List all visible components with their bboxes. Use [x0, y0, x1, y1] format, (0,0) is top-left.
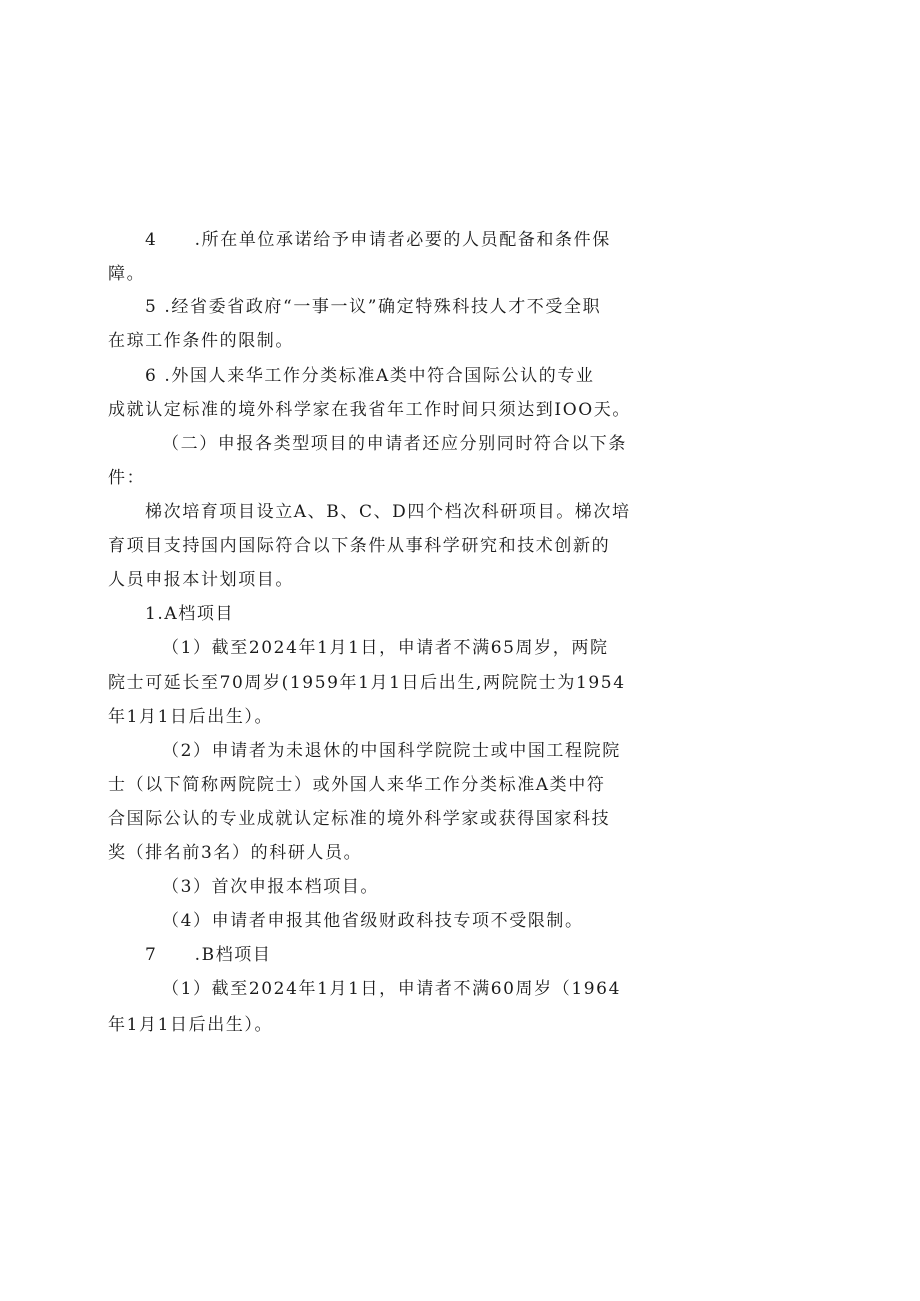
text-line-18: 合国际公认的专业成就认定标准的境外科学家或获得国家科技 — [108, 809, 611, 829]
text-line-7: （二）申报各类型项目的申请者还应分别同时符合以下条 — [162, 434, 627, 454]
text-line-12: 1.A档项目 — [145, 604, 235, 624]
text-line-6: 成就认定标准的境外科学家在我省年工作时间只须达到IOO天。 — [108, 400, 631, 420]
text-line-14: 院士可延长至70周岁(1959年1月1日后出生,两院院士为1954 — [108, 673, 626, 693]
text-line-5: 6 .外国人来华工作分类标准A类中符合国际公认的专业 — [145, 366, 595, 386]
text-line-10: 育项目支持国内国际符合以下条件从事科学研究和技术创新的 — [108, 536, 611, 556]
text-line-1: 4 .所在单位承诺给予申请者必要的人员配备和条件保 — [145, 230, 611, 250]
text-line-2: 障。 — [108, 264, 146, 284]
text-line-22: 7 .B档项目 — [145, 945, 272, 965]
text-line-19: 奖（排名前3名）的科研人员。 — [108, 843, 363, 863]
text-line-17: 士（以下简称两院院士）或外国人来华工作分类标准A类中符 — [108, 775, 606, 795]
text-line-24: 年1月1日后出生）。 — [108, 1015, 274, 1035]
text-line-20: （3）首次申报本档项目。 — [162, 877, 380, 897]
text-line-23: （1）截至2024年1月1日，申请者不满60周岁（1964 — [162, 979, 622, 999]
text-line-9: 梯次培育项目设立A、B、C、D四个档次科研项目。梯次培 — [145, 502, 631, 522]
text-line-16: （2）申请者为未退休的中国科学院院士或中国工程院院 — [162, 741, 621, 761]
text-line-8: 件： — [108, 468, 146, 488]
text-line-15: 年1月1日后出生）。 — [108, 707, 274, 727]
text-line-4: 在琼工作条件的限制。 — [108, 331, 294, 351]
text-line-21: （4）申请者申报其他省级财政科技专项不受限制。 — [162, 911, 584, 931]
text-line-13: （1）截至2024年1月1日，申请者不满65周岁，两院 — [162, 638, 609, 658]
text-line-3: 5 .经省委省政府“一事一议”确定特殊科技人才不受全职 — [145, 297, 602, 317]
text-line-11: 人员申报本计划项目。 — [108, 570, 294, 590]
